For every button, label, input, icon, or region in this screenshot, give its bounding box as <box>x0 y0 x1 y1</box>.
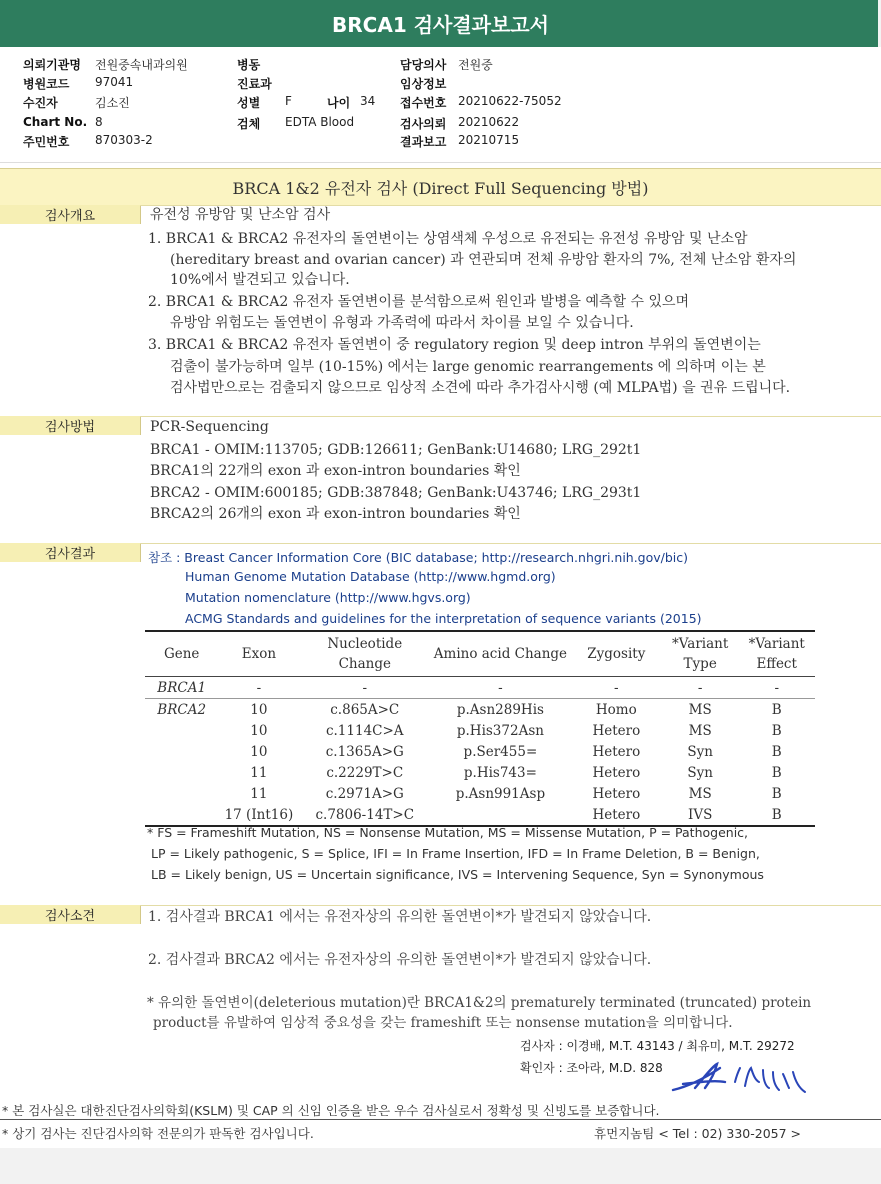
method-line: PCR-Sequencing <box>150 419 269 435</box>
opinion-line: 2. 검사결과 BRCA2 에서는 유전자상의 유의한 돌연변이*가 발견되지 않았습니다. <box>148 952 652 968</box>
info-label: 주민번호 <box>23 135 70 149</box>
table-cell: B <box>771 743 782 760</box>
overview-line: 유방암 위험도는 돌연변이 유형과 가족력에 따라서 차이를 보일 수 있습니다. <box>170 315 634 331</box>
test-title: BRCA 1&2 유전자 검사 (Direct Full Sequencing 방법) <box>232 178 649 198</box>
table-cell: p.Asn289His <box>456 701 544 718</box>
table-cell: - <box>218 677 299 699</box>
table-row <box>145 783 815 804</box>
table-cell <box>145 762 218 783</box>
info-value: 34 <box>360 94 376 108</box>
column-header: Nucleotide Change <box>299 631 430 677</box>
table-cell: 11 <box>250 764 268 781</box>
section-label-opinion: 검사소견 <box>0 905 141 924</box>
opinion-note: product를 유발하여 임상적 중요성을 갖는 frameshift 또는 nonsense mutation을 의미합니다. <box>153 1015 733 1031</box>
divider <box>140 543 881 544</box>
table-cell: - <box>430 677 571 699</box>
section-label-method: 검사방법 <box>0 416 141 435</box>
table-cell: p.Ser455= <box>463 743 538 760</box>
table-cell: p.Asn991Asp <box>455 785 546 802</box>
info-label: 임상정보 <box>400 77 447 91</box>
info-label: 검사의뢰 <box>400 117 447 131</box>
overview-line: 2. BRCA1 & BRCA2 유전자 돌연변이를 분석함으로써 원인과 발병을 예측할 수 있으며 <box>148 294 690 310</box>
table-cell: c.865A>C <box>330 701 400 718</box>
overview-line: 검사법만으로는 검출되지 않으므로 임상적 소견에 따라 추가검사시행 (예 MLPA법) 을 권유 드립니다. <box>170 380 791 396</box>
info-label: 접수번호 <box>400 96 447 110</box>
table-cell: Hetero <box>571 804 662 826</box>
table-cell: B <box>771 785 782 802</box>
info-value: 김소진 <box>95 96 130 110</box>
table-cell: Syn <box>687 743 713 760</box>
table-cell: c.7806-14T>C <box>299 804 430 826</box>
info-value: 20210622-75052 <box>458 94 562 108</box>
table-cell: MS <box>688 701 712 718</box>
table-cell: - <box>738 677 815 699</box>
footer-contact: 휴먼지놈팀 < Tel : 02) 330-2057 > <box>594 1126 802 1141</box>
examiner-line: 검사자 : 이경배, M.T. 43143 / 최유미, M.T. 29272 <box>520 1039 795 1053</box>
reference-line: 참조 : Breast Cancer Information Core (BIC database; http://research.nhgri.nih.gov/bic) <box>148 550 689 565</box>
table-cell: c.1365A>G <box>325 743 404 760</box>
info-value: 97041 <box>95 75 134 89</box>
table-cell: MS <box>688 722 712 739</box>
column-header: Zygosity <box>571 631 662 677</box>
info-label: 나이 <box>327 96 351 110</box>
column-header: Exon <box>218 631 299 677</box>
overview-line: 1. BRCA1 & BRCA2 유전자의 돌연변이는 상염색체 우성으로 유전되는 유전성 유방암 및 난소암 <box>148 231 748 247</box>
info-label: 담당의사 <box>400 58 447 72</box>
table-cell: - <box>662 677 739 699</box>
method-line: BRCA2 - OMIM:600185; GDB:387848; GenBank:U43746; LRG_293t1 <box>150 485 642 501</box>
divider <box>0 162 881 163</box>
opinion-note: * 유의한 돌연변이(deleterious mutation)란 BRCA1&2의 prematurely terminated (truncated) protein <box>147 995 812 1011</box>
info-label: 결과보고 <box>400 135 447 149</box>
footer-certification: * 본 검사실은 대한진단검사의학회(KSLM) 및 CAP 의 신임 인증을 받은 우수 검사실로서 정확성 및 신빙도를 보증합니다. <box>2 1103 660 1118</box>
table-cell: BRCA2 <box>157 701 207 718</box>
info-label: 진료과 <box>237 77 272 91</box>
overview-line: 10%에서 발견되고 있습니다. <box>170 272 350 288</box>
test-title-band <box>0 168 881 206</box>
info-value: 전원중 <box>458 58 493 72</box>
table-cell: - <box>571 677 662 699</box>
table-cell: BRCA1 <box>145 677 218 699</box>
opinion-line: 1. 검사결과 BRCA1 에서는 유전자상의 유의한 돌연변이*가 발견되지 않았습니다. <box>148 909 652 925</box>
table-cell <box>430 804 571 826</box>
info-label: 수진자 <box>23 96 58 110</box>
method-line: BRCA2의 26개의 exon 과 exon-intron boundaries 확인 <box>150 506 521 522</box>
info-label: 병원코드 <box>23 77 70 91</box>
table-cell <box>145 741 218 762</box>
table-cell: - <box>299 677 430 699</box>
info-value: 20210622 <box>458 115 520 129</box>
table-row <box>145 720 815 741</box>
info-label: Chart No. <box>23 115 88 129</box>
column-header: *Variant Type <box>662 631 739 677</box>
table-cell: 17 (Int16) <box>218 804 299 826</box>
table-cell: c.1114C>A <box>325 722 404 739</box>
table-row <box>145 699 815 721</box>
table-cell: Syn <box>687 764 713 781</box>
divider <box>0 1119 881 1120</box>
column-header: *Variant Effect <box>738 631 815 677</box>
table-cell: IVS <box>662 804 739 826</box>
footnote-line: LP = Likely pathogenic, S = Splice, IFI = In Frame Insertion, IFD = In Frame Deletion, B = Benign, <box>151 846 760 861</box>
table-cell: c.2971A>G <box>325 785 404 802</box>
variant-table <box>145 630 815 827</box>
page-bottom-band <box>0 1148 881 1184</box>
reference-line: Mutation nomenclature (http://www.hgvs.org) <box>185 590 471 605</box>
table-cell: p.His372Asn <box>456 722 544 739</box>
table-row <box>145 741 815 762</box>
footnote-line: * FS = Frameshift Mutation, NS = Nonsense Mutation, MS = Missense Mutation, P = Pathogenic, <box>147 825 749 840</box>
overview-heading: 유전성 유방암 및 난소암 검사 <box>150 207 331 223</box>
info-label: 의뢰기관명 <box>23 58 81 72</box>
table-cell: 10 <box>250 743 268 760</box>
section-label-overview: 검사개요 <box>0 205 141 224</box>
info-value: 8 <box>95 115 103 129</box>
table-row <box>145 762 815 783</box>
patient-info <box>0 54 881 166</box>
table-cell: 10 <box>250 722 268 739</box>
info-value: 전원중속내과의원 <box>95 58 188 72</box>
table-cell: Hetero <box>592 764 641 781</box>
table-header-row <box>145 631 815 677</box>
report-title: BRCA1 검사결과보고서 <box>332 13 549 37</box>
info-value: EDTA Blood <box>285 115 355 129</box>
table-cell: B <box>738 804 815 826</box>
divider <box>140 905 881 906</box>
info-label: 병동 <box>237 58 261 72</box>
table-row <box>145 804 815 826</box>
info-label: 검체 <box>237 117 261 131</box>
reference-line: Human Genome Mutation Database (http://www.hgmd.org) <box>185 569 556 584</box>
table-cell: Homo <box>595 701 637 718</box>
table-cell: Hetero <box>592 785 641 802</box>
confirmer-line: 확인자 : 조아라, M.D. 828 <box>520 1061 663 1075</box>
footnote-line: LB = Likely benign, US = Uncertain significance, IVS = Intervening Sequence, Syn = Synonymous <box>151 867 764 882</box>
overview-line: (hereditary breast and ovarian cancer) 과 연관되며 전체 유방암 환자의 7%, 전체 난소암 환자의 <box>170 252 797 268</box>
overview-line: 검출이 불가능하며 일부 (10-15%) 에서는 large genomic rearrangements 에 의하며 이는 본 <box>170 359 766 375</box>
table-row <box>145 677 815 699</box>
column-header: Amino acid Change <box>430 631 571 677</box>
table-cell: MS <box>688 785 712 802</box>
table-cell: c.2229T>C <box>326 764 404 781</box>
overview-line: 3. BRCA1 & BRCA2 유전자 돌연변이 중 regulatory region 및 deep intron 부위의 돌연변이는 <box>148 337 761 353</box>
footer-note: * 상기 검사는 진단검사의학 전문의가 판독한 검사입니다. <box>2 1126 314 1141</box>
reference-line: ACMG Standards and guidelines for the interpretation of sequence variants (2015) <box>185 611 702 626</box>
report-title-bar <box>0 0 881 47</box>
table-cell: 11 <box>250 785 268 802</box>
table-cell <box>145 783 218 804</box>
table-cell <box>145 804 218 826</box>
table-cell: B <box>771 764 782 781</box>
method-line: BRCA1 - OMIM:113705; GDB:126611; GenBank:U14680; LRG_292t1 <box>150 442 642 458</box>
signature-image <box>665 1058 825 1098</box>
table-cell: B <box>771 722 782 739</box>
table-cell: p.His743= <box>463 764 537 781</box>
table-cell <box>145 720 218 741</box>
info-value: 20210715 <box>458 133 520 147</box>
table-cell: Hetero <box>592 743 641 760</box>
column-header: Gene <box>145 631 218 677</box>
table-cell: B <box>771 701 782 718</box>
info-value: F <box>285 94 292 108</box>
section-label-result: 검사결과 <box>0 543 141 562</box>
table-cell: Hetero <box>592 722 641 739</box>
method-line: BRCA1의 22개의 exon 과 exon-intron boundaries 확인 <box>150 463 521 479</box>
info-value: 870303-2 <box>95 133 153 147</box>
table-cell: 10 <box>250 701 268 718</box>
info-label: 성별 <box>237 96 261 110</box>
